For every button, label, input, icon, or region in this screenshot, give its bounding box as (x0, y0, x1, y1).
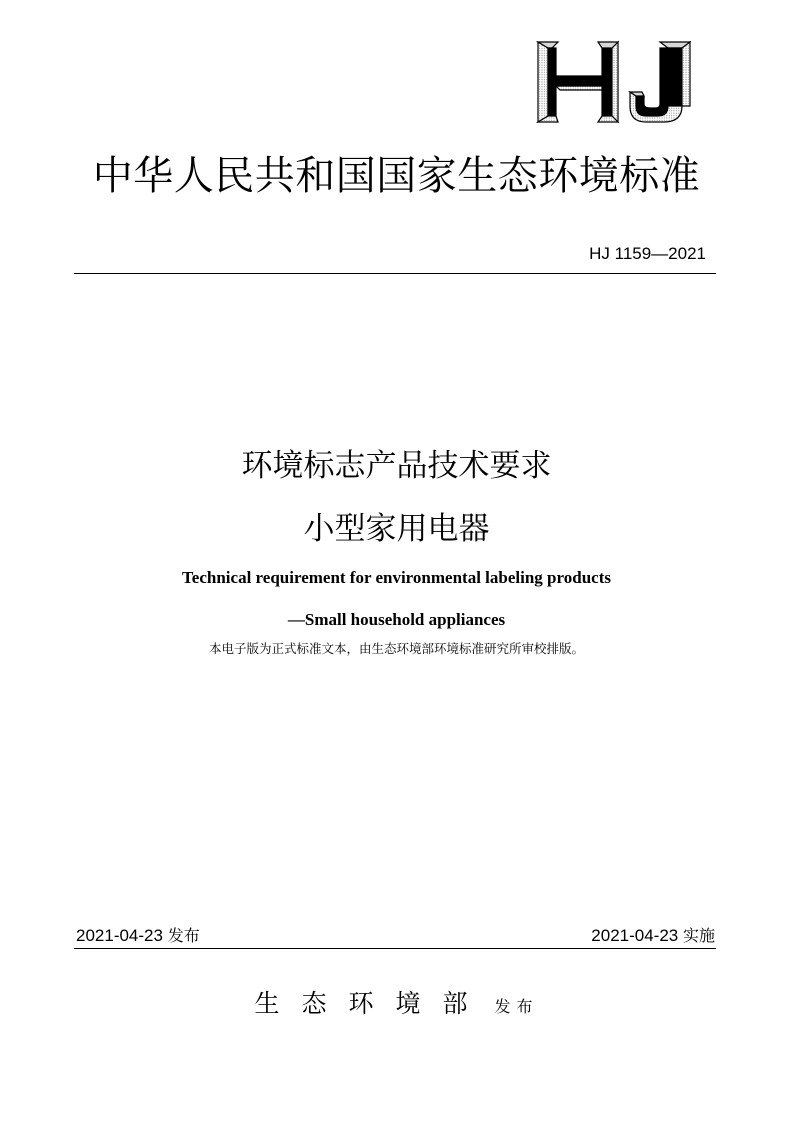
issue-date: 2021-04-23 (76, 926, 163, 945)
standard-number: HJ 1159—2021 (589, 244, 706, 263)
implement-date: 2021-04-23 (591, 926, 679, 945)
bottom-divider (74, 948, 716, 949)
publisher-suffix: 发布 (494, 997, 539, 1016)
electronic-version-note: 本电子版为正式标准文本，由生态环境部环境标准研究所审校排版。 (208, 641, 584, 656)
publisher-line (0, 986, 793, 1025)
issue-label: 发布 (167, 926, 200, 945)
hj-logo (536, 40, 694, 124)
cn-title-line1: 环境标志产品技术要求 (241, 448, 552, 484)
issue-date-block (76, 925, 200, 947)
top-divider (74, 273, 716, 274)
publisher-name: 生态环境部 (254, 989, 490, 1018)
standard-category-title: 中华人民共和国国家生态环境标准 (92, 153, 701, 199)
en-title-line1: Technical requirement for environmental labeling products (182, 568, 611, 587)
cn-title-line2: 小型家用电器 (303, 511, 490, 547)
implement-label: 实施 (682, 926, 715, 945)
implement-date-block (591, 925, 715, 947)
en-title-line2: —Small household appliances (287, 610, 506, 629)
